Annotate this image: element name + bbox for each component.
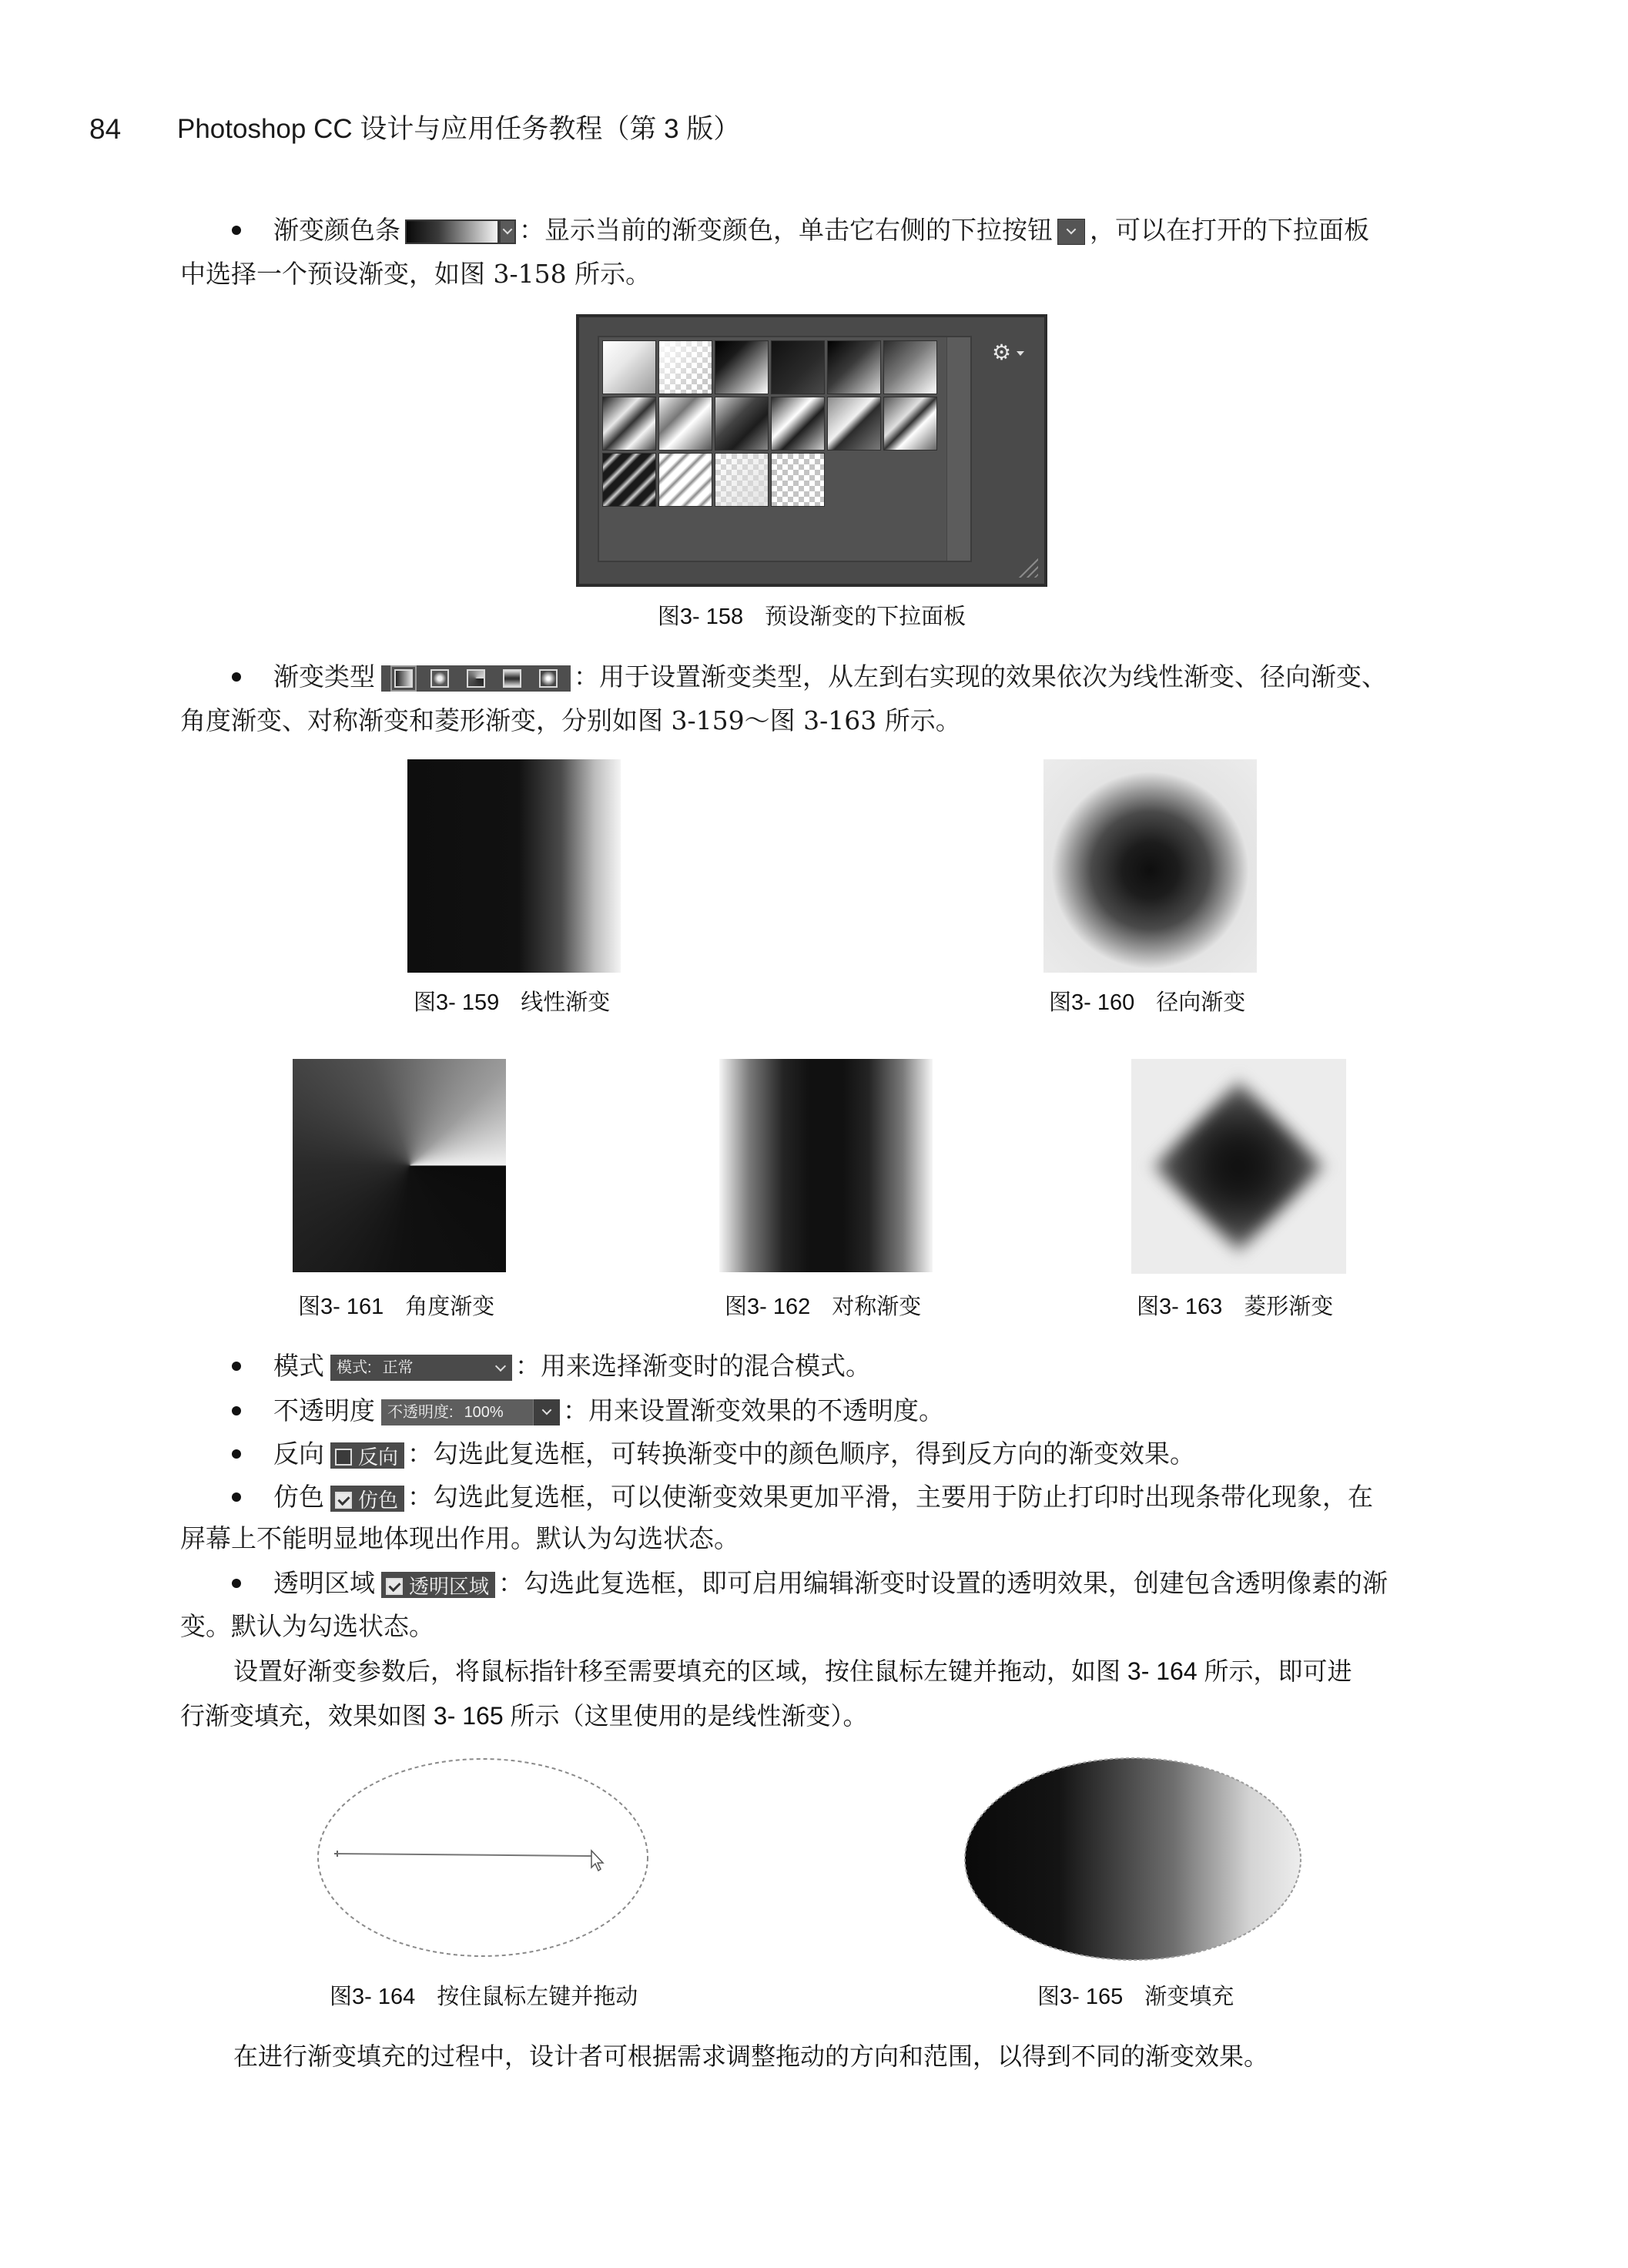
caret-down-icon xyxy=(1017,351,1024,356)
bullet-dither-line1 xyxy=(273,1482,1373,1513)
figure-caption xyxy=(298,1291,494,1322)
chevron-down-icon xyxy=(503,225,513,235)
gradient-swatch[interactable] xyxy=(658,397,712,451)
dither-checkbox[interactable] xyxy=(330,1486,404,1512)
bullet-label: 透明区域 xyxy=(273,1568,375,1598)
bullet-transparency-line2: 变。默认为勾选状态。 xyxy=(180,1611,434,1641)
figure-number: 图3- 158 xyxy=(657,605,744,629)
drag-selection-example xyxy=(314,1755,652,1960)
angle-gradient-example xyxy=(293,1059,506,1272)
bullet-label: 渐变类型 xyxy=(273,662,375,692)
gradient-swatch[interactable] xyxy=(771,340,825,394)
bullet-text: ：显示当前的渐变颜色，单击它右侧的下拉按钮 xyxy=(519,215,1053,245)
gradient-swatch[interactable] xyxy=(771,453,825,507)
preset-swatch-area xyxy=(598,336,972,562)
diamond-gradient-example xyxy=(1131,1059,1346,1274)
bullet xyxy=(232,1362,241,1371)
figure-caption xyxy=(1137,1291,1333,1322)
figure-number: 图3- 162 xyxy=(725,1295,811,1319)
checkbox-label: 仿色 xyxy=(358,1489,399,1513)
figure-caption xyxy=(1037,1982,1234,2012)
bullet-text: ：用来选择渐变时的混合模式。 xyxy=(515,1351,871,1381)
bullet-label: 仿色 xyxy=(273,1482,324,1512)
opacity-field[interactable] xyxy=(381,1399,560,1425)
figure-caption xyxy=(330,1982,638,2012)
paragraph-line: 设置好渐变参数后，将鼠标指针移至需要填充的区域，按住鼠标左键并拖动，如图 3- 164 所示，即可进 xyxy=(233,1657,1352,1685)
opacity-field-label: 不透明度: xyxy=(387,1404,454,1421)
bullet xyxy=(232,226,241,235)
checkbox-icon[interactable] xyxy=(335,1492,352,1509)
gradient-swatch[interactable] xyxy=(883,340,937,394)
gradient-swatch[interactable] xyxy=(658,340,712,394)
gradient-fill-example xyxy=(963,1755,1304,1963)
mode-select-label: 模式: xyxy=(337,1359,372,1376)
gradient-bar-dropdown[interactable] xyxy=(499,219,516,244)
panel-scrollbar[interactable] xyxy=(946,337,970,561)
opacity-dropdown[interactable] xyxy=(533,1399,560,1425)
gradient-type-toolbar xyxy=(381,665,571,692)
paragraph-line: 行渐变填充，效果如图 3- 165 所示（这里使用的是线性渐变）。 xyxy=(180,1702,868,1730)
bullet-text: ：勾选此复选框，可以使渐变效果更加平滑，主要用于防止打印时出现条带化现象，在 xyxy=(407,1482,1374,1512)
figure-caption xyxy=(1049,987,1245,1018)
bullet-gradient-bar-line1 xyxy=(273,215,1369,246)
mode-select-value: 正常 xyxy=(382,1359,414,1376)
checkbox-label: 透明区域 xyxy=(409,1575,490,1599)
gradient-swatch[interactable] xyxy=(827,340,881,394)
gradient-swatch[interactable] xyxy=(715,397,769,451)
bullet xyxy=(232,1492,241,1502)
checkbox-label: 反向 xyxy=(358,1446,399,1469)
bullet-dither-line2: 屏幕上不能明显地体现出作用。默认为勾选状态。 xyxy=(180,1523,739,1553)
gradient-swatch[interactable] xyxy=(827,397,881,451)
linear-gradient-example xyxy=(407,759,621,973)
bullet xyxy=(232,1406,241,1415)
paragraph-line: 在进行渐变填充的过程中，设计者可根据需求调整拖动的方向和范围，以得到不同的渐变效果。 xyxy=(233,2042,1269,2070)
linear-gradient-icon[interactable] xyxy=(394,669,413,688)
figure-caption xyxy=(725,1291,921,1322)
figure-caption xyxy=(414,987,610,1018)
bullet-mode xyxy=(273,1351,871,1382)
gradient-filled-ellipse xyxy=(965,1758,1301,1960)
bullet-transparency-line1 xyxy=(273,1568,1388,1599)
gradient-swatch[interactable] xyxy=(715,453,769,507)
figure-title: 角度渐变 xyxy=(405,1295,495,1319)
bullet xyxy=(232,1579,241,1588)
checkbox-icon[interactable] xyxy=(335,1449,352,1466)
bullet-text: ，可以在打开的下拉面板 xyxy=(1090,215,1369,245)
opacity-field-value: 100% xyxy=(464,1404,504,1421)
mode-select[interactable] xyxy=(330,1355,512,1381)
bullet-opacity xyxy=(273,1395,944,1426)
figure-number: 图3- 163 xyxy=(1137,1295,1223,1319)
figure-title: 预设渐变的下拉面板 xyxy=(765,605,966,629)
chevron-down-icon xyxy=(542,1405,552,1415)
page-number: 84 xyxy=(89,113,122,145)
bullet-gradient-type-line2: 角度渐变、对称渐变和菱形渐变，分别如图 3-159～图 3-163 所示。 xyxy=(180,705,961,735)
radial-gradient-example xyxy=(1043,759,1257,973)
gradient-swatch[interactable] xyxy=(602,397,656,451)
diamond-gradient-icon[interactable] xyxy=(539,669,558,688)
bullet-gradient-type-line1 xyxy=(273,662,1387,692)
gradient-swatch[interactable] xyxy=(658,453,712,507)
figure-title: 线性渐变 xyxy=(521,990,611,1015)
preset-dropdown-button[interactable] xyxy=(1057,219,1085,245)
bullet-text: ：用于设置渐变类型，从左到右实现的效果依次为线性渐变、径向渐变、 xyxy=(574,662,1387,692)
checkbox-icon[interactable] xyxy=(386,1578,403,1595)
figure-number: 图3- 160 xyxy=(1049,990,1135,1015)
angle-gradient-icon[interactable] xyxy=(467,669,485,688)
bullet-reverse xyxy=(273,1439,1195,1469)
reflected-gradient-example xyxy=(719,1059,933,1272)
figure-title: 菱形渐变 xyxy=(1244,1295,1334,1319)
gradient-swatch[interactable] xyxy=(602,340,656,394)
gradient-swatch[interactable] xyxy=(883,397,937,451)
figure-title: 按住鼠标左键并拖动 xyxy=(437,1985,638,2009)
bullet-label: 渐变颜色条 xyxy=(273,215,400,245)
figure-title: 对称渐变 xyxy=(832,1295,922,1319)
reverse-checkbox[interactable] xyxy=(330,1442,404,1469)
chevron-down-icon xyxy=(1067,224,1077,234)
bullet-text: ：勾选此复选框，即可启用编辑渐变时设置的透明效果，创建包含透明像素的渐 xyxy=(498,1568,1388,1598)
gear-icon[interactable]: ⚙ xyxy=(992,340,1012,365)
figure-number: 图3- 164 xyxy=(330,1985,416,2009)
reflected-gradient-icon[interactable] xyxy=(503,669,521,688)
transparency-checkbox[interactable] xyxy=(381,1572,495,1598)
gradient-swatch[interactable] xyxy=(602,453,656,507)
book-title: Photoshop CC 设计与应用任务教程（第 3 版） xyxy=(177,114,741,144)
gradient-color-bar[interactable] xyxy=(405,219,499,244)
figure-title: 径向渐变 xyxy=(1156,990,1246,1015)
gradient-swatch[interactable] xyxy=(771,397,825,451)
bullet-label: 不透明度 xyxy=(273,1395,375,1425)
bullet xyxy=(232,672,241,682)
bullet-gradient-bar-line2: 中选择一个预设渐变，如图 3-158 所示。 xyxy=(180,259,652,289)
resize-grip-icon[interactable] xyxy=(1018,558,1038,578)
figure-caption xyxy=(576,601,1047,632)
gradient-swatch[interactable] xyxy=(715,340,769,394)
figure-title: 渐变填充 xyxy=(1144,1985,1234,2009)
radial-gradient-icon[interactable] xyxy=(430,669,449,688)
bullet-label: 反向 xyxy=(273,1439,324,1469)
preset-gradient-panel xyxy=(576,314,1047,587)
figure-number: 图3- 161 xyxy=(298,1295,384,1319)
bullet-text: ：勾选此复选框，可转换渐变中的颜色顺序，得到反方向的渐变效果。 xyxy=(407,1439,1196,1469)
chevron-down-icon xyxy=(495,1361,506,1372)
bullet-label: 模式 xyxy=(273,1351,324,1381)
figure-number: 图3- 159 xyxy=(414,990,500,1015)
bullet xyxy=(232,1449,241,1459)
figure-number: 图3- 165 xyxy=(1037,1985,1124,2009)
bullet-text: ：用来设置渐变效果的不透明度。 xyxy=(563,1395,944,1425)
diamond-shape xyxy=(1153,1080,1324,1251)
